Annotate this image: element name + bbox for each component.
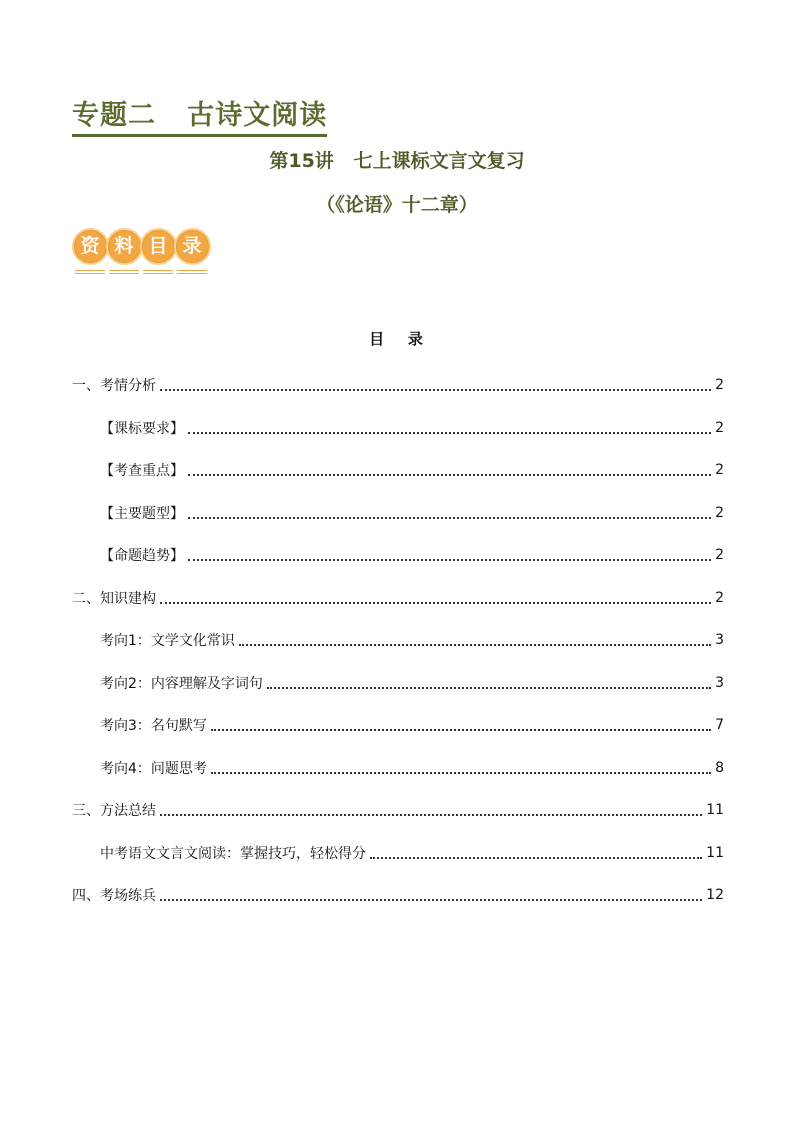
toc-entry-page: 7 (715, 717, 724, 734)
toc-leader-dots (188, 503, 711, 519)
toc-leader-dots (160, 885, 702, 901)
toc-leader-dots (188, 545, 711, 561)
table-of-contents (72, 364, 724, 917)
toc-entry-page: 2 (715, 462, 724, 479)
toc-leader-dots (211, 758, 711, 774)
toc-entry[interactable] (72, 407, 724, 450)
toc-entry[interactable] (72, 747, 724, 790)
badge-circle: 录 (174, 228, 211, 265)
toc-entry-label: 考向3：名句默写 (100, 718, 207, 735)
toc-entry-page: 2 (715, 419, 724, 436)
toc-entry[interactable] (72, 534, 724, 577)
toc-entry[interactable] (72, 832, 724, 875)
toc-leader-dots (160, 375, 711, 391)
toc-entry[interactable] (72, 619, 724, 662)
toc-entry-label: 中考语文文言文阅读：掌握技巧，轻松得分 (100, 845, 366, 862)
toc-entry-page: 2 (715, 504, 724, 521)
toc-leader-dots (239, 630, 711, 646)
toc-leader-dots (267, 673, 711, 689)
toc-entry-label: 【考查重点】 (100, 463, 184, 480)
badge-char-1 (72, 228, 108, 276)
toc-leader-dots (188, 460, 711, 476)
toc-entry[interactable] (72, 789, 724, 832)
toc-entry-label: 一、考情分析 (72, 378, 156, 395)
toc-entry-page: 3 (715, 632, 724, 649)
lecture-title (0, 146, 794, 173)
toc-entry[interactable] (72, 492, 724, 535)
badge-circle: 料 (106, 228, 143, 265)
toc-leader-dots (160, 800, 702, 816)
toc-entry-page: 2 (715, 377, 724, 394)
badge-char-4 (174, 228, 210, 276)
toc-entry-label: 考向2：内容理解及字词句 (100, 675, 263, 692)
toc-entry-page: 8 (715, 759, 724, 776)
toc-entry-label: 考向4：问题思考 (100, 760, 207, 777)
toc-entry-label: 二、知识建构 (72, 590, 156, 607)
toc-entry-page: 11 (706, 844, 724, 861)
toc-entry[interactable] (72, 662, 724, 705)
toc-leader-dots (188, 418, 711, 434)
topic-title: 专题二 古诗文阅读 (72, 98, 327, 137)
toc-entry-page: 2 (715, 589, 724, 606)
subtitle: （《论语》十二章） (316, 194, 478, 216)
toc-leader-dots (160, 588, 711, 604)
toc-leader-dots (211, 715, 711, 731)
materials-contents-badge (72, 228, 208, 276)
toc-entry[interactable] (72, 577, 724, 620)
toc-entry-label: 【课标要求】 (100, 420, 184, 437)
toc-entry-page: 3 (715, 674, 724, 691)
toc-entry[interactable] (72, 874, 724, 917)
toc-entry-label: 三、方法总结 (72, 803, 156, 820)
badge-circle: 资 (72, 228, 109, 265)
toc-leader-dots (370, 843, 702, 859)
toc-entry-page: 12 (706, 887, 724, 904)
toc-entry-page: 2 (715, 547, 724, 564)
toc-entry[interactable] (72, 704, 724, 747)
badge-circle: 目 (140, 228, 177, 265)
toc-entry-label: 四、考场练兵 (72, 888, 156, 905)
toc-entry[interactable] (72, 364, 724, 407)
toc-entry-page: 11 (706, 802, 724, 819)
toc-entry-label: 考向1：文学文化常识 (100, 633, 235, 650)
toc-entry[interactable] (72, 449, 724, 492)
lecture-title-text: 第15讲 七上课标文言文复习 (269, 150, 525, 172)
toc-heading: 目 录 (369, 330, 425, 348)
badge-char-3 (140, 228, 176, 276)
badge-char-2 (106, 228, 142, 276)
toc-entry-label: 【命题趋势】 (100, 548, 184, 565)
toc-entry-label: 【主要题型】 (100, 505, 184, 522)
